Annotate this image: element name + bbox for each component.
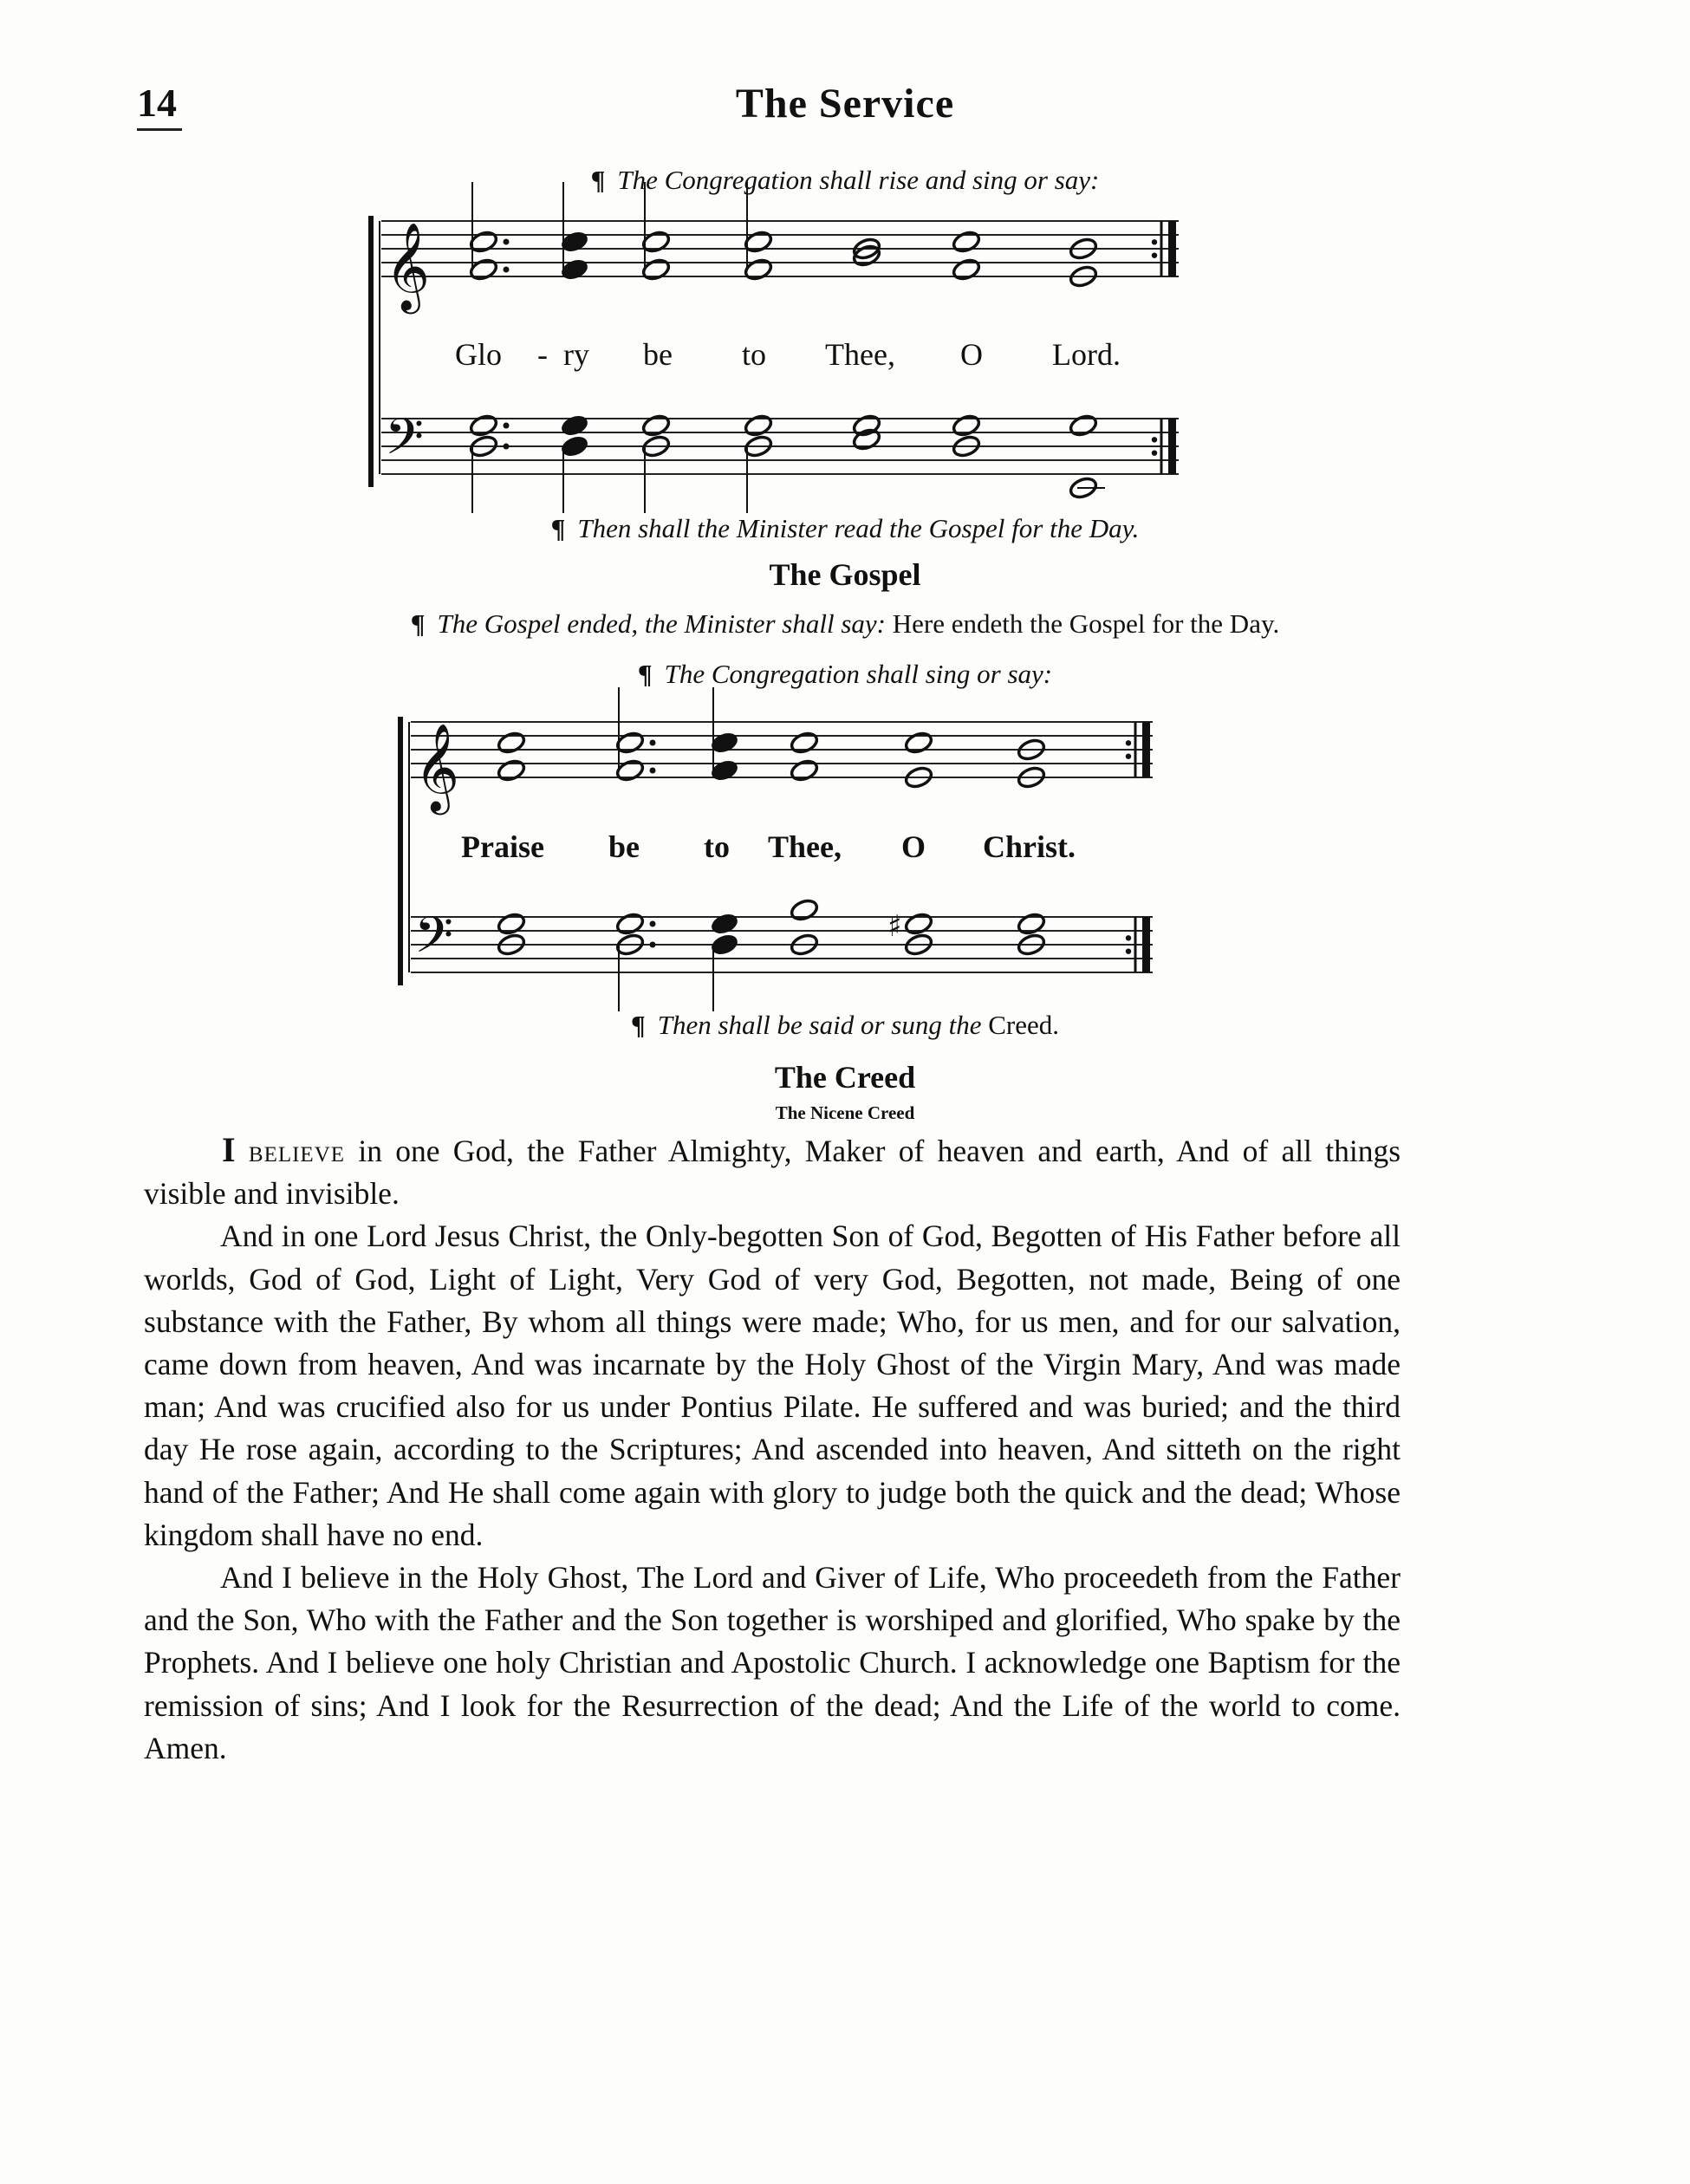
- sharp-icon: ♯: [887, 909, 902, 944]
- rubric-text: The Congregation shall sing or say:: [664, 659, 1053, 689]
- dot: [650, 921, 656, 927]
- final-barline: [1142, 722, 1150, 777]
- small-caps-word: believe: [248, 1134, 346, 1168]
- dot: [504, 444, 510, 450]
- repeat-dot: [1126, 740, 1131, 745]
- repeat-dot: [1126, 753, 1131, 758]
- note-head: [1017, 912, 1047, 937]
- note-head: [560, 413, 590, 439]
- dot: [650, 942, 656, 948]
- bass-clef-icon: 𝄢: [385, 407, 425, 478]
- dot: [504, 423, 510, 429]
- bass-clef-icon: 𝄢: [414, 906, 454, 977]
- rubric-text: Then shall be said or sung the: [657, 1010, 982, 1040]
- dot: [650, 740, 656, 746]
- lyric-syllable: to: [742, 337, 767, 372]
- lyric-syllable: Glo: [455, 337, 502, 372]
- note-head: [904, 912, 934, 937]
- dot: [650, 768, 656, 774]
- treble-clef-icon: 𝄞: [385, 221, 431, 310]
- treble-clef-icon: 𝄞: [414, 722, 460, 811]
- lyric-syllable: be: [643, 337, 673, 372]
- pilcrow-icon: ¶: [590, 165, 606, 195]
- rubric-creed-word: Creed.: [988, 1010, 1059, 1040]
- pilcrow-icon: ¶: [630, 1010, 646, 1040]
- dot: [504, 267, 510, 273]
- repeat-dot: [1126, 948, 1131, 953]
- final-barline: [1168, 221, 1176, 276]
- rubric-text: The Gospel ended, the Minister shall say:: [437, 608, 886, 639]
- pilcrow-icon: ¶: [550, 513, 566, 543]
- creed-paragraph: And in one Lord Jesus Christ, the Only-begotten Son of God, Begotten of His Father before all worlds, God of God, Light of Light, Very God of very God, Begotten, not made, Being of one substance with the Father, By whom all things were made; Who, for us men, and for our salvation, came down from heaven, And was incarnate by the Holy Ghost of the Virgin Mary, And was made man; And was crucified also for us under Pontius Pilate. He suffered and was buried; and the third day He rose again, according to the Scriptures; And ascended into heaven, And sitteth on the right hand of the Father; And He shall come again with glory to judge both the quick and the dead; Whose kingdom shall have no end.: [144, 1219, 1401, 1552]
- heading-nicene-creed: The Nicene Creed: [775, 1102, 915, 1123]
- note-head: [952, 230, 982, 255]
- creed-text: [144, 1128, 1401, 1770]
- rubric-read-gospel: [0, 513, 1690, 544]
- paragraph-text: in one God, the Father Almighty, Maker of heaven and earth, And of all things visible and invisible.: [144, 1134, 1401, 1212]
- note-head: [790, 731, 820, 756]
- music-score-2: [0, 685, 1690, 997]
- creed-paragraph: And I believe in the Holy Ghost, The Lord and Giver of Life, Who proceedeth from the Father and the Son, Who with the Father and the Son together is worshiped and glorified, Who spake by the Prophets. And I believe one holy Christian and Apostolic Church. I acknowledge one Baptism for the remission of sins; And I look for the Resurrection of the dead; And the Life of the world to come. Amen.: [144, 1560, 1401, 1765]
- rubric-gospel-ended: [0, 608, 1690, 640]
- note-head: [952, 413, 982, 439]
- note-head: [904, 731, 934, 756]
- lyric-syllable: Lord.: [1052, 337, 1121, 372]
- final-barline: [1142, 917, 1150, 972]
- creed-paragraph: [144, 1128, 1401, 1215]
- lyric-syllable: Thee,: [825, 337, 895, 372]
- lyric-syllable: Praise: [461, 829, 544, 864]
- lyric-syllable: O: [901, 829, 926, 864]
- final-barline: [1168, 419, 1176, 474]
- page-number: 14: [137, 81, 177, 125]
- repeat-dot: [1126, 935, 1131, 940]
- pilcrow-icon: ¶: [410, 608, 426, 639]
- note-head: [497, 731, 527, 756]
- note-head: [744, 413, 774, 439]
- running-header: The Service: [735, 81, 955, 127]
- lyric-syllable: to: [704, 829, 730, 864]
- repeat-dot: [1152, 252, 1157, 257]
- dot: [504, 239, 510, 245]
- rubric-response: Here endeth the Gospel for the Day.: [892, 608, 1280, 639]
- drop-cap: I: [222, 1130, 236, 1169]
- lyric-syllable: O: [960, 337, 983, 372]
- heading-creed: The Creed: [774, 1060, 916, 1095]
- note-head: [615, 912, 646, 937]
- note-head: [790, 898, 820, 923]
- rubric-text: Then shall the Minister read the Gospel for the Day.: [577, 513, 1140, 543]
- lyric-syllable: Thee,: [768, 829, 842, 864]
- note-head: [641, 413, 672, 439]
- repeat-dot: [1152, 239, 1157, 244]
- rubric-text: The Congregation shall rise and sing or say:: [617, 165, 1100, 195]
- repeat-dot: [1152, 450, 1157, 455]
- lyric-hyphen: -: [537, 337, 548, 372]
- rubric-creed: [0, 1010, 1690, 1041]
- note-head: [497, 912, 527, 937]
- repeat-dot: [1152, 437, 1157, 442]
- lyric-syllable: be: [608, 829, 640, 864]
- heading-gospel: The Gospel: [769, 557, 921, 592]
- note-head: [952, 257, 982, 283]
- note-head: [790, 758, 820, 783]
- lyric-syllable: Christ.: [983, 829, 1076, 864]
- note-head: [1069, 413, 1099, 439]
- pilcrow-icon: ¶: [637, 659, 653, 689]
- note-head: [710, 912, 740, 937]
- lyric-syllable: ry: [563, 337, 589, 372]
- note-head: [469, 413, 499, 439]
- note-head: [497, 758, 527, 783]
